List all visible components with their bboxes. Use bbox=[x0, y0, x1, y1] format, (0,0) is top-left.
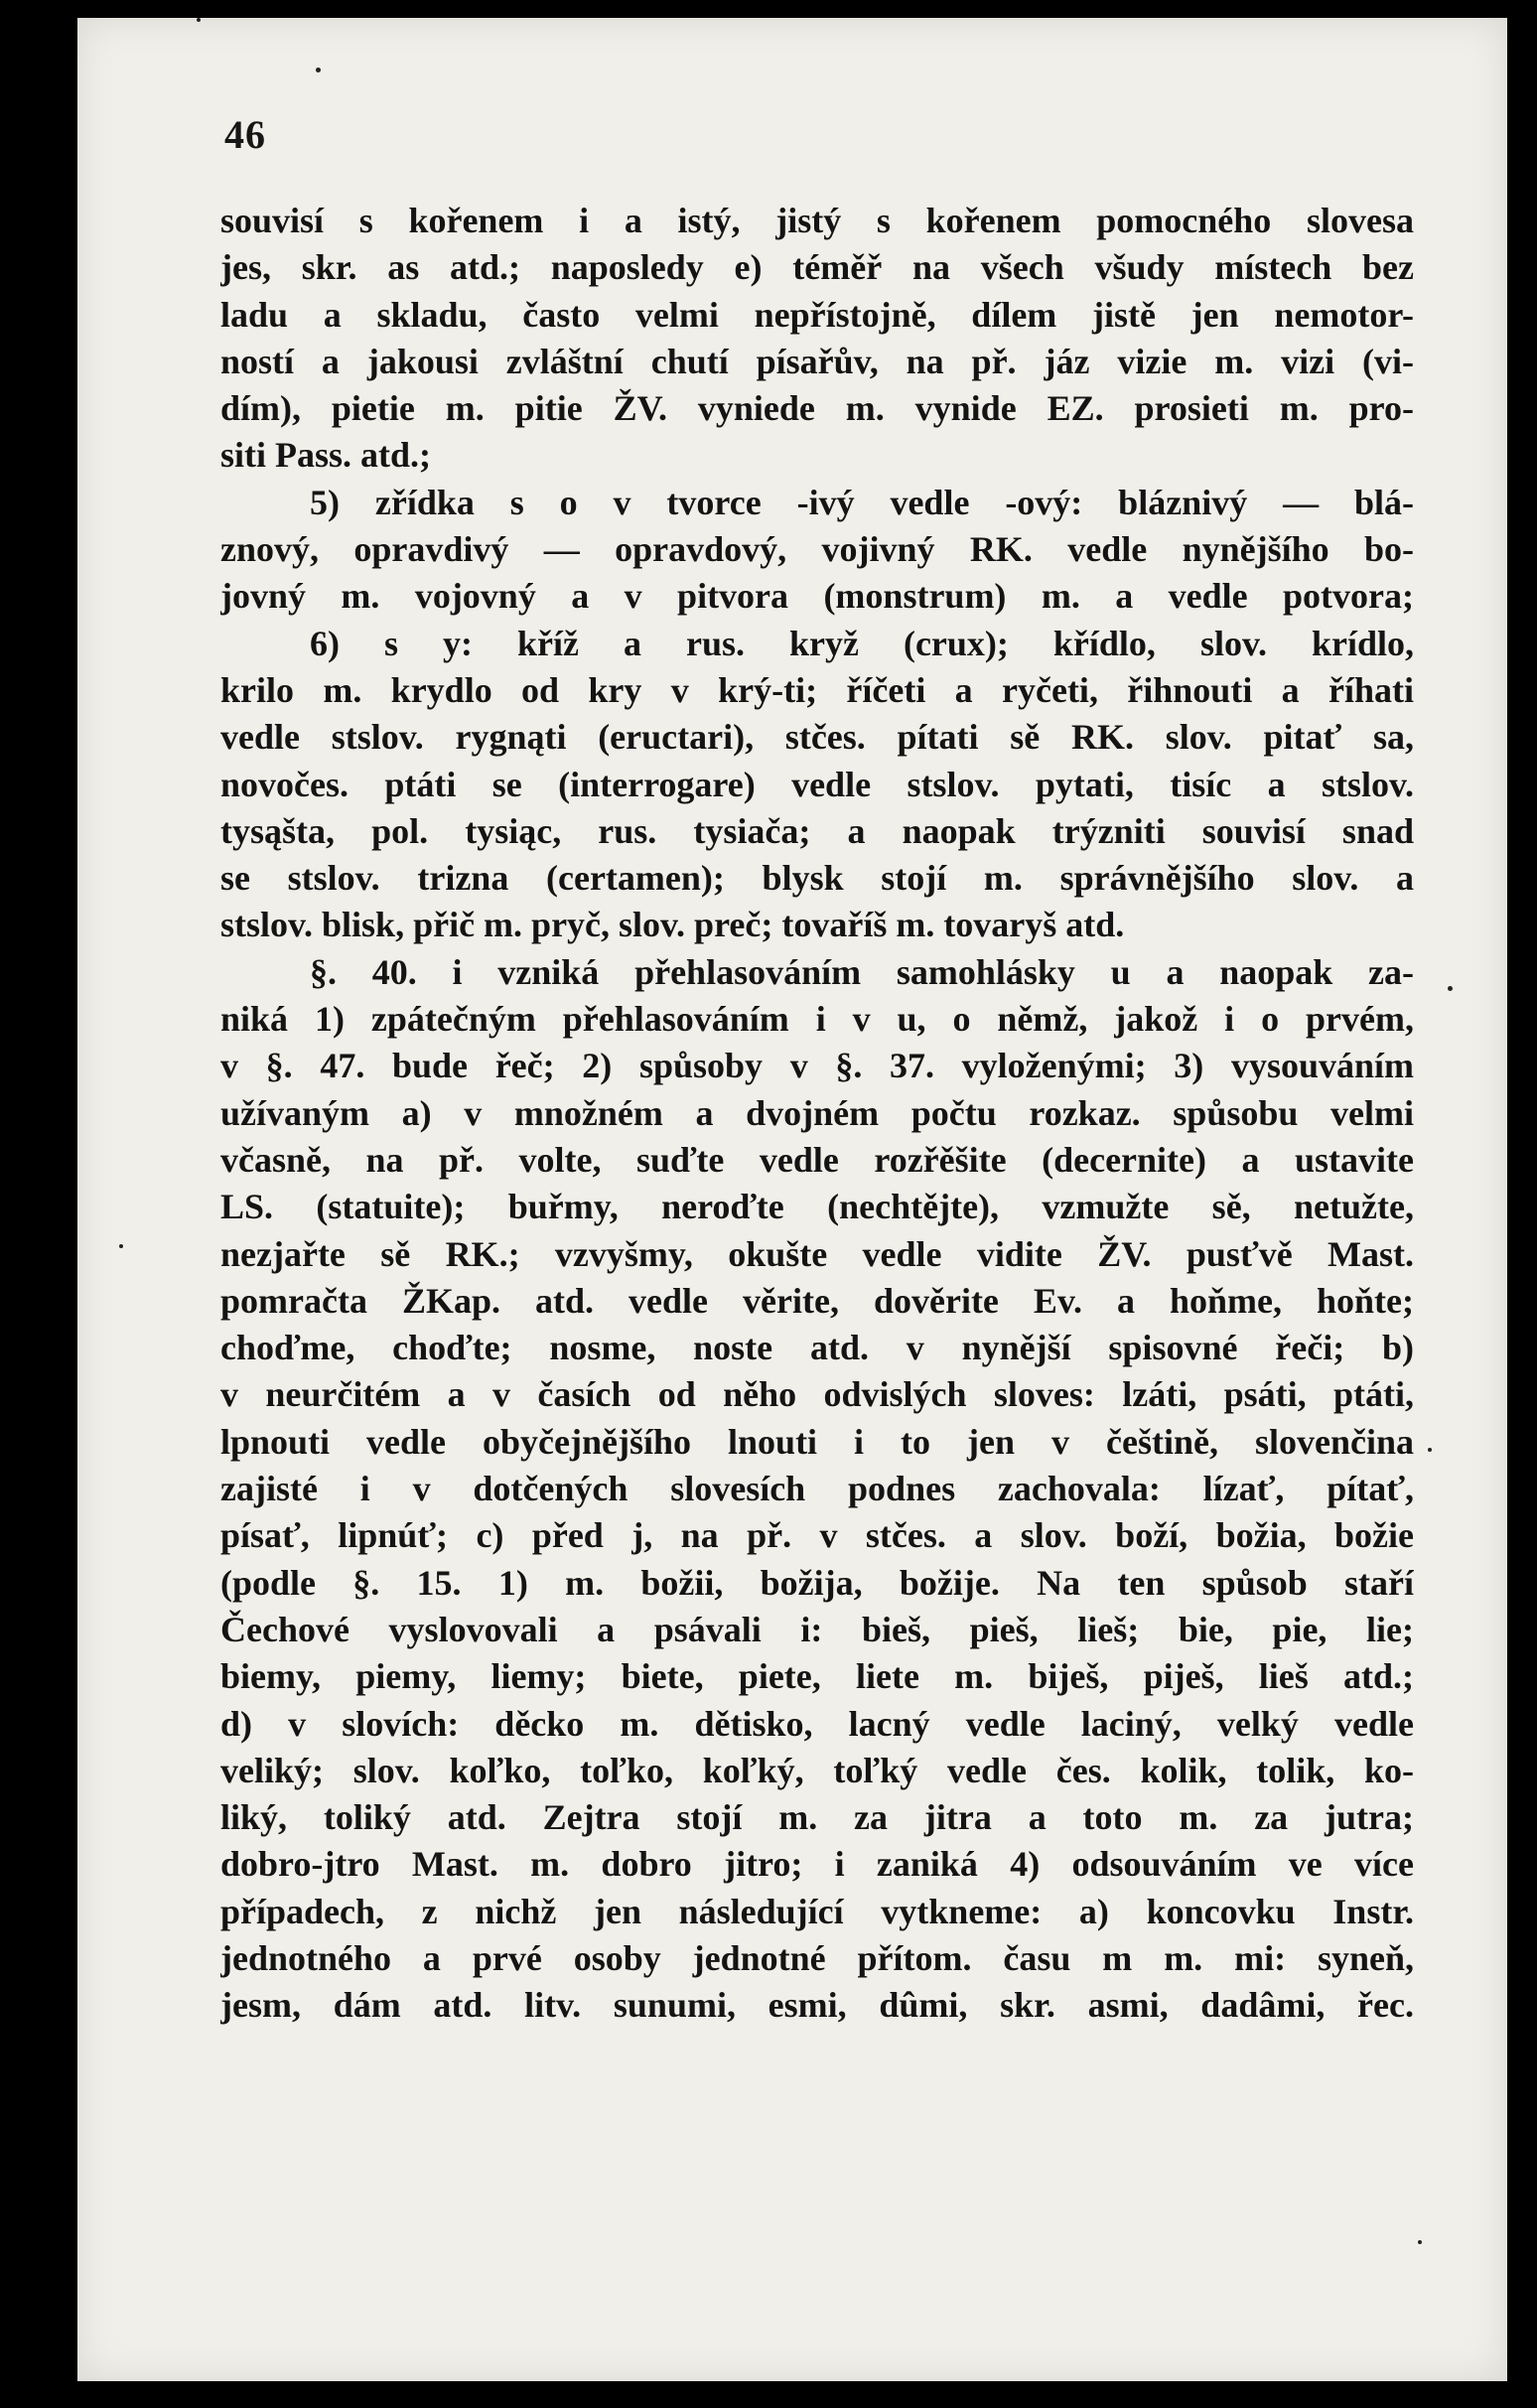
text-line: souvisí s kořenem i a istý, jistý s kořenem pomocného slovesa bbox=[220, 201, 1414, 240]
scan-speck bbox=[1418, 2240, 1422, 2244]
text-line: jovný m. vojovný a v pitvora (monstrum) m. a vedle potvora; bbox=[220, 576, 1414, 617]
text-line: nezjařte sě RK.; vzvyšmy, okušte vedle vidite ŽV. pusťvě Mast. bbox=[220, 1233, 1414, 1274]
text-line: lpnouti vedle obyčejnějšího lnouti i to jen v češtině, slovenčina bbox=[220, 1421, 1414, 1462]
text-line: znový, opravdivý — opravdový, vojivný RK. vedle nynějšího bo- bbox=[220, 529, 1414, 570]
text-line: krilo m. krydlo od kry v krý-ti; říčeti a ryčeti, řihnouti a říhati bbox=[220, 669, 1414, 710]
page-number: 46 bbox=[224, 112, 266, 157]
text-line: jesm, dám atd. litv. sunumi, esmi, dûmi, skr. asmi, dadâmi, řec. bbox=[220, 1985, 1414, 2026]
text-line: tysąšta, pol. tysiąc, rus. tysiača; a naopak trýzniti souvisí snad bbox=[220, 810, 1414, 851]
text-line: v neurčitém a v časích od něho odvislých sloves: lzáti, psáti, ptáti, bbox=[220, 1374, 1414, 1415]
text-line: niká 1) zpátečným přehlasováním i v u, o němž, jakož i o prvém, bbox=[220, 999, 1414, 1040]
scan-speck bbox=[119, 1244, 123, 1248]
text-line: jednotného a prvé osoby jednotné přítom. času m m. mi: syneň, bbox=[220, 1937, 1414, 1978]
text-line: vedle stslov. rygnąti (eructari), stčes. pítati sě RK. slov. pitať sa, bbox=[220, 717, 1414, 758]
text-line: ností a jakousi zvláštní chutí písařův, na př. jáz vizie m. vizi (vi- bbox=[220, 341, 1414, 381]
scan-speck bbox=[1448, 986, 1453, 991]
text-line: 5) zřídka s o v tvorce -ivý vedle -ový: bláznivý — blá- bbox=[310, 482, 1414, 522]
text-line: 6) s y: kříž a rus. kryž (crux); křídlo, slov. krídlo, bbox=[310, 623, 1414, 663]
scan-speck bbox=[197, 18, 201, 22]
scan-speck bbox=[1428, 1448, 1432, 1452]
text-line: včasně, na př. volte, suďte vedle rozřěšite (decernite) a ustavite bbox=[220, 1139, 1414, 1180]
text-line: případech, z nichž jen následující vytkneme: a) koncovku Instr. bbox=[220, 1891, 1414, 1931]
text-line: Čechové vyslovovali a psávali i: bieš, pieš, lieš; bie, pie, lie; bbox=[220, 1609, 1414, 1649]
text-line: veliký; slov. koľko, toľko, koľký, toľký vedle čes. kolik, tolik, ko- bbox=[220, 1750, 1414, 1790]
section-heading-line: §. 40. i vzniká přehlasováním samohlásky u a naopak za- bbox=[310, 951, 1414, 992]
text-line: biemy, piemy, liemy; biete, piete, liete m. biješ, piješ, lieš atd.; bbox=[220, 1656, 1414, 1697]
text-line: ladu a skladu, často velmi nepřístojně, dílem jistě jen nemotor- bbox=[220, 294, 1414, 335]
text-line: (podle §. 15. 1) m. božii, božija, božije. Na ten spůsob staří bbox=[220, 1562, 1414, 1603]
scan-speck bbox=[316, 68, 321, 72]
text-line: stslov. blisk, přič m. pryč, slov. preč; tovaříš m. tovaryš atd. bbox=[220, 905, 1125, 945]
text-line: užívaným a) v množném a dvojném počtu rozkaz. spůsobu velmi bbox=[220, 1092, 1414, 1133]
text-line: zajisté i v dotčených slovesích podnes zachovala: lízať, pítať, bbox=[220, 1469, 1414, 1509]
text-line: pomračta ŽKap. atd. vedle věrite, dověrite Ev. a hoňme, hoňte; bbox=[220, 1280, 1414, 1321]
text-line: novočes. ptáti se (interrogare) vedle stslov. pytati, tisíc a stslov. bbox=[220, 764, 1414, 804]
text-line: d) v slovích: děcko m. dětisko, lacný vedle laciný, velký vedle bbox=[220, 1703, 1414, 1744]
text-line: jes, skr. as atd.; naposledy e) téměř na všech všudy místech bez bbox=[220, 247, 1414, 288]
text-line: choďme, choďte; nosme, noste atd. v nynější spisovné řeči; b) bbox=[220, 1328, 1414, 1368]
text-line: v §. 47. bude řeč; 2) spůsoby v §. 37. vyloženými; 3) vysouváním bbox=[220, 1046, 1414, 1086]
text-line: se stslov. trizna (certamen); blysk stojí m. správnějšího slov. a bbox=[220, 858, 1414, 899]
text-line: dobro-jtro Mast. m. dobro jitro; i zaniká 4) odsouváním ve více bbox=[220, 1844, 1414, 1885]
text-line: písať, lipnúť; c) před j, na př. v stčes. a slov. boží, božia, božie bbox=[220, 1515, 1414, 1556]
text-line: liký, toliký atd. Zejtra stojí m. za jitra a toto m. za jutra; bbox=[220, 1797, 1414, 1838]
text-line: LS. (statuite); buřmy, neroďte (nechtějte), vzmužte sě, netužte, bbox=[220, 1187, 1414, 1227]
text-line: siti Pass. atd.; bbox=[220, 435, 432, 476]
text-line: dím), pietie m. pitie ŽV. vyniede m. vynide EZ. prosieti m. pro- bbox=[220, 388, 1414, 429]
page-text bbox=[220, 198, 1414, 2030]
